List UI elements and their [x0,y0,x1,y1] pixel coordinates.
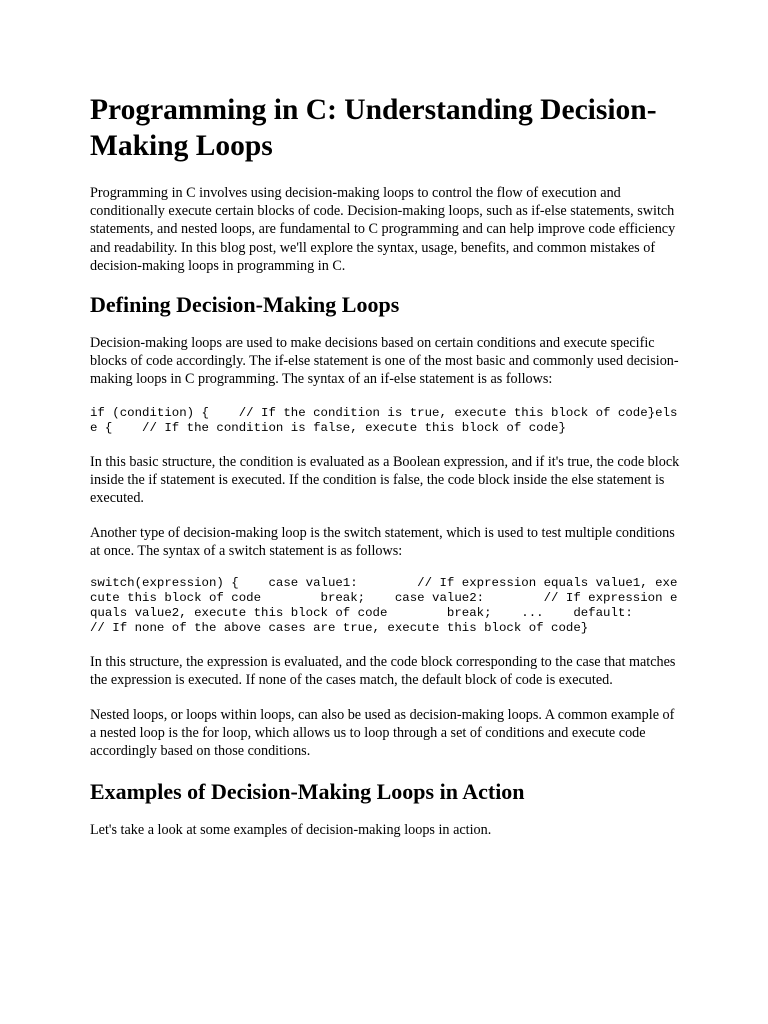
code-block-switch: switch(expression) { case value1: // If expression equals value1, execute this block of code break; case value2: // If expression equals value2, execute this block of code break; ... default: // If none of the above cases are true, execute this block of code} [90,575,693,635]
paragraph-examples-intro: Let's take a look at some examples of decision-making loops in action. [90,821,492,838]
code-block-if-else: if (condition) { // If the condition is true, execute this block of code}else { // If the condition is false, execute this block of code} [90,405,678,435]
paragraph-definition: Decision-making loops are used to make decisions based on certain conditions and execute specific blocks of code accordingly. The if-else statement is one of the most basic and commonly used decision-making loops in C programming. The syntax of an if-else statement is as follows: [90,335,679,388]
section-heading-examples: Examples of Decision-Making Loops in Action [90,778,525,804]
paragraph-if-else-explanation: In this basic structure, the condition is evaluated as a Boolean expression, and if it's true, the code block inside the if statement is executed. If the condition is false, the code block inside the else statement is executed. [90,453,680,507]
paragraph-switch-intro: Another type of decision-making loop is the switch statement, which is used to test multiple conditions at once. The syntax of a switch statement is as follows: [90,525,675,560]
intro-paragraph: Programming in C involves using decision-making loops to control the flow of execution and conditionally execute certain blocks of code. Decision-making loops, such as if-else statements, switch statements, and nested loops, are fundamental to C programming and can help improve code efficiency and readability. In this blog post, we'll explore the syntax, usage, benefits, and common mistakes of decision-making loops in programming in C. [90,185,676,274]
section-heading-defining: Defining Decision-Making Loops [90,292,400,318]
paragraph-switch-explanation: In this structure, the expression is evaluated, and the code block corresponding to the case that matches the expression is executed. If none of the cases match, the default block of code is executed. [90,653,676,688]
document-page [90,92,693,856]
page-title: Programming in C: Understanding Decision-Making Loops [90,94,657,162]
paragraph-nested-loops: Nested loops, or loops within loops, can also be used as decision-making loops. A common example of a nested loop is the for loop, which allows us to loop through a set of conditions and execute code accordingly based on those conditions. [90,707,675,760]
